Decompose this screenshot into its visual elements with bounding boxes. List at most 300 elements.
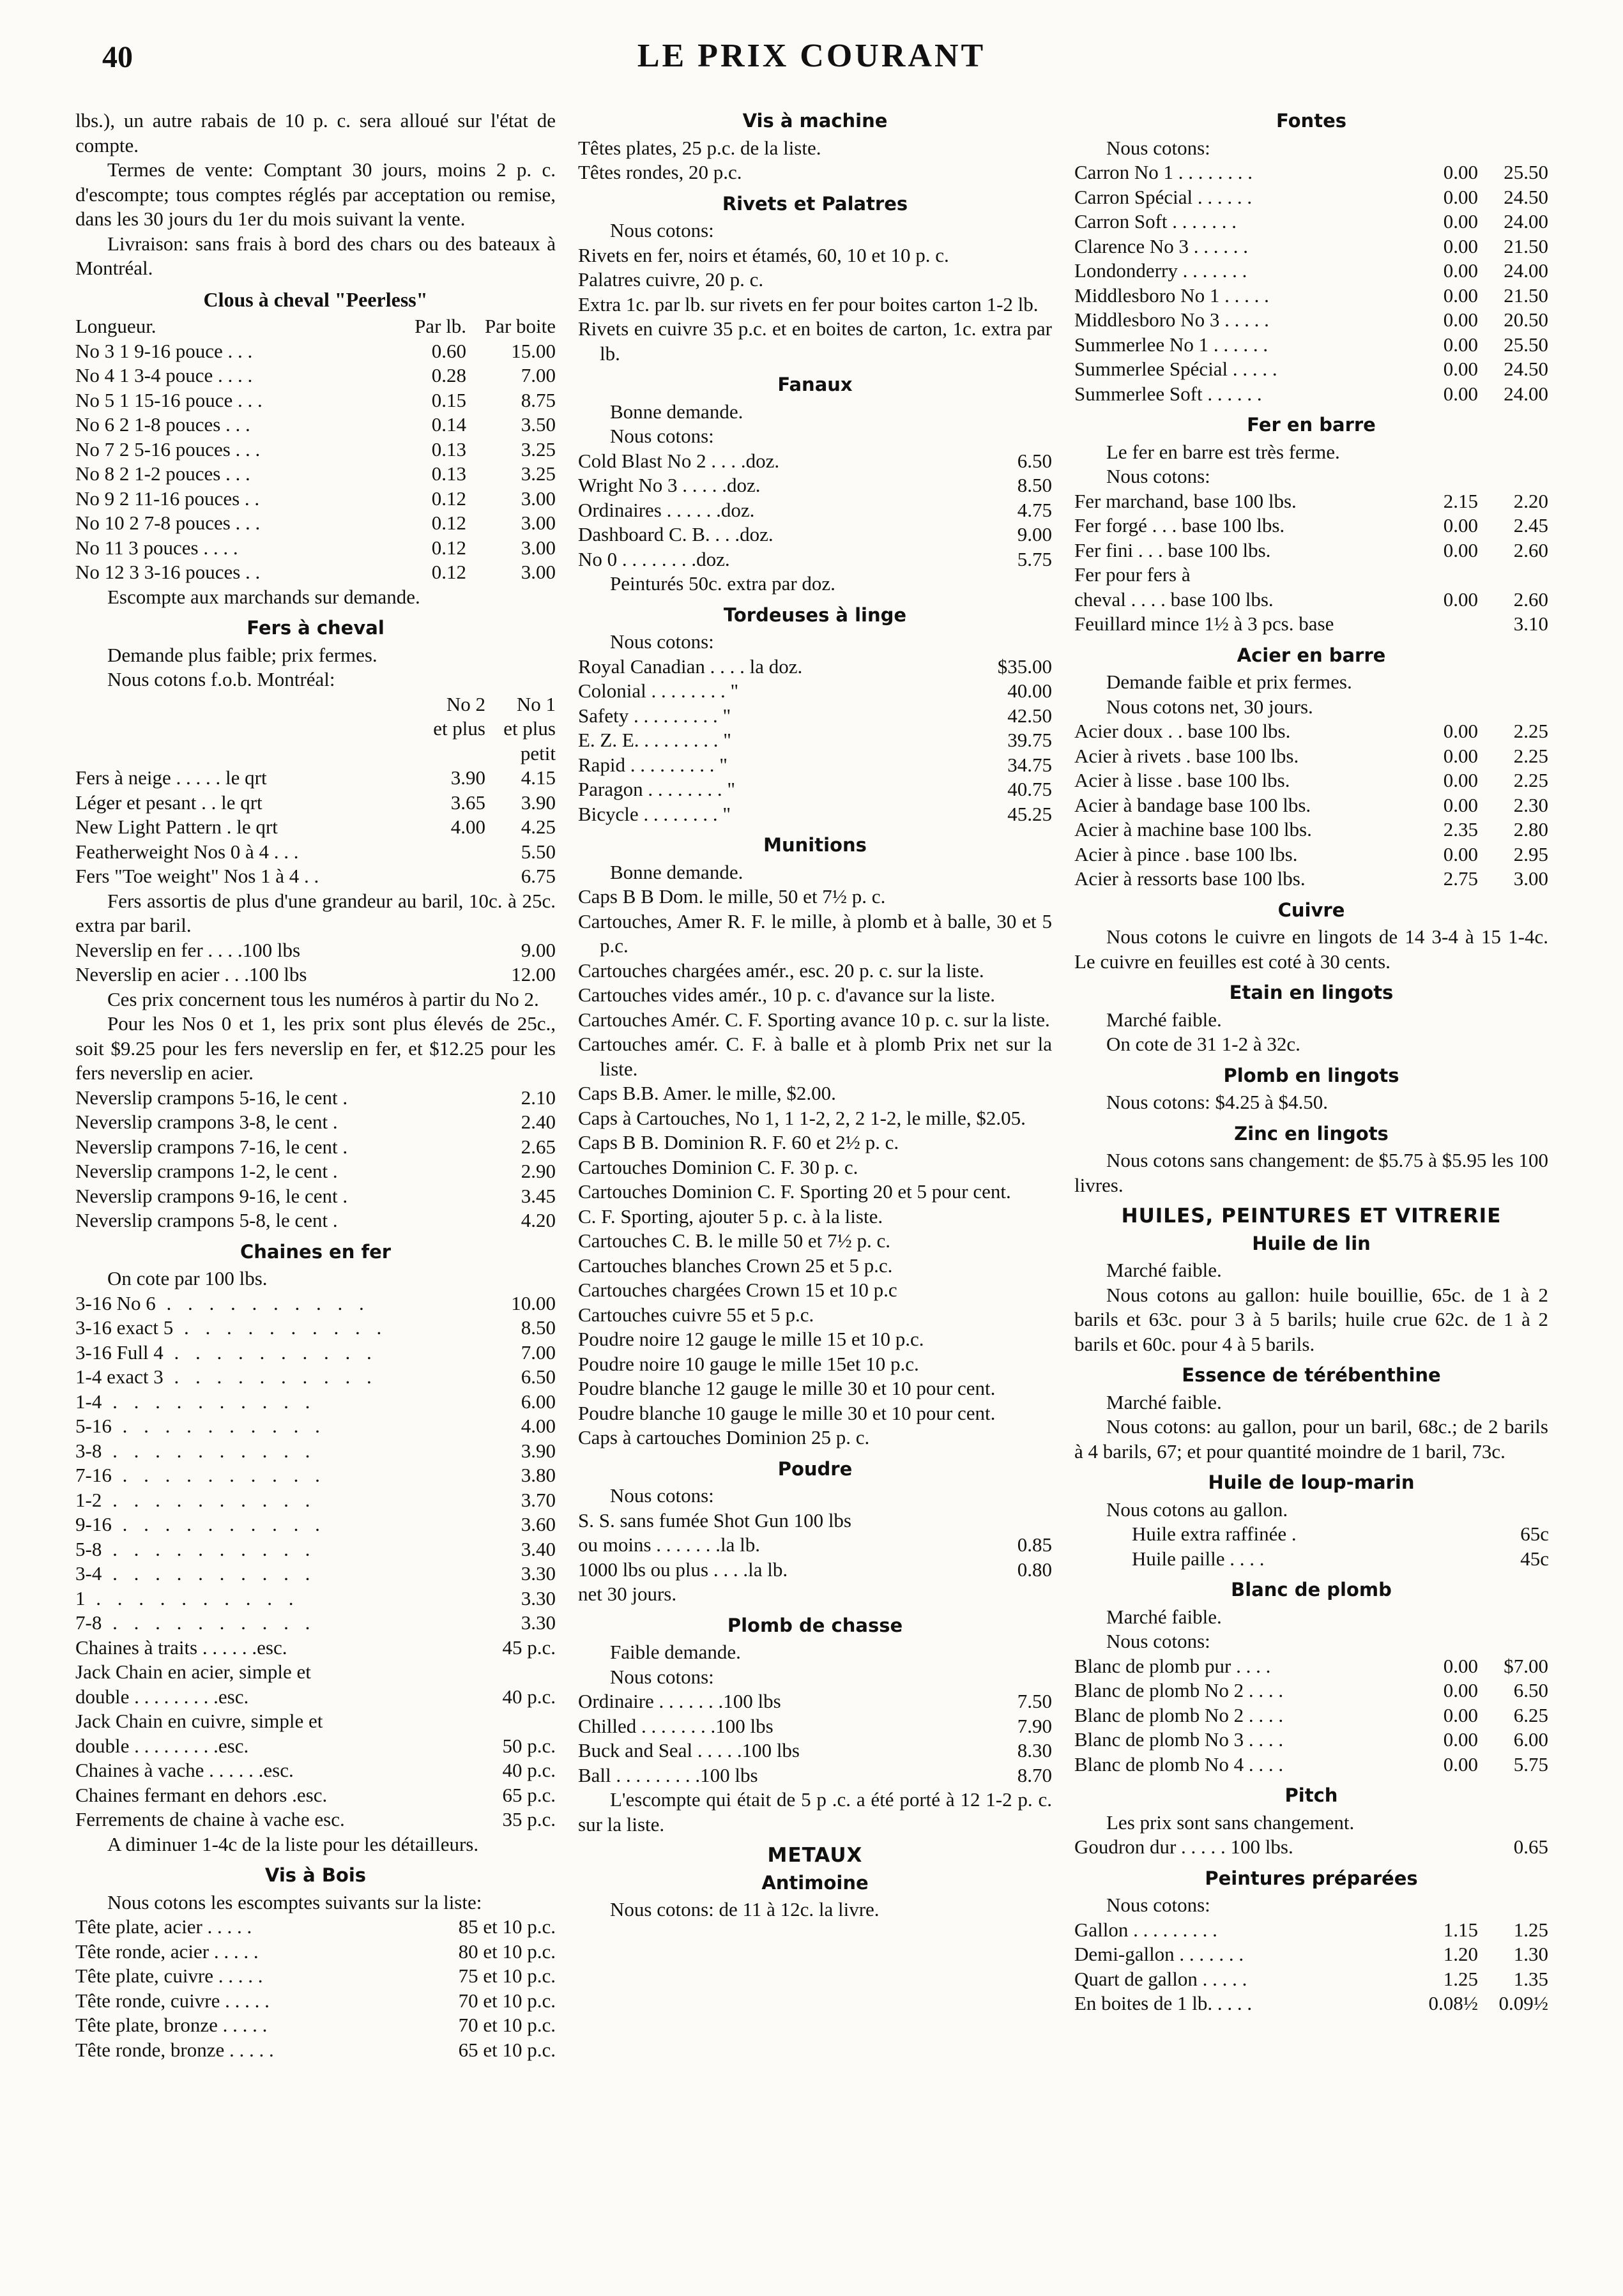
- table-row: [1074, 1918, 1548, 1943]
- dot-leader: . . . . . . . . . .: [102, 1611, 316, 1634]
- table-row: [1074, 719, 1548, 744]
- row-value: 4.00: [450, 816, 485, 838]
- paragraph: Bonne demande.: [610, 400, 743, 423]
- table-row: [1074, 588, 1548, 612]
- paragraph: Le fer en barre est très ferme.: [1106, 440, 1340, 463]
- row-value: 2.90: [521, 1160, 556, 1182]
- row-label: Neverslip crampons 5-16, le cent .: [75, 1086, 348, 1109]
- row-value: 35 p.c.: [502, 1808, 556, 1830]
- row-value: 12.00: [511, 963, 556, 985]
- row-value: 7.00: [521, 1341, 556, 1364]
- table-row: [578, 655, 1052, 680]
- line: Rivets en fer, noirs et étamés, 60, 10 et 10 p. c.: [578, 243, 949, 266]
- row-value: 0.00: [1443, 161, 1478, 183]
- row-value: 3.70: [521, 1488, 556, 1511]
- dot-leader: . . . . . . . . . .: [102, 1439, 316, 1462]
- table-row: [1074, 357, 1548, 382]
- row-label: Ferrements de chaine à vache esc.: [75, 1808, 345, 1830]
- column-header: Par lb.: [415, 315, 466, 337]
- table-row: [75, 1611, 556, 1636]
- row-label: Cold Blast No 2 . . . .doz.: [578, 449, 780, 472]
- row-value: 39.75: [1007, 729, 1052, 751]
- row-value: 1.15: [1443, 1918, 1478, 1941]
- row-value: 0.14: [431, 413, 466, 436]
- list-line: Caps B B Dom. le mille, 50 et 7½ p. c.: [578, 885, 886, 908]
- row-value: 4.15: [521, 766, 556, 789]
- table-row: [75, 1414, 556, 1439]
- paragraph: Nous cotons:: [610, 630, 714, 653]
- row-value: $35.00: [997, 655, 1052, 678]
- row-value: 25.50: [1504, 161, 1548, 183]
- paragraph: Marché faible.: [1106, 1390, 1222, 1413]
- row-value: 2.75: [1443, 867, 1478, 890]
- section-heading: Vis à Bois: [264, 1864, 367, 1886]
- row-label: Neverslip crampons 3-8, le cent .: [75, 1111, 338, 1133]
- row-label: No 0 . . . . . . . .doz.: [578, 547, 730, 570]
- row-value: 7.00: [521, 364, 556, 386]
- list-line: Cartouches cuivre 55 et 5 p.c.: [578, 1303, 814, 1326]
- paragraph: Nous cotons les escomptes suivants sur la liste:: [107, 1890, 482, 1913]
- row-value: 45c: [1520, 1547, 1549, 1570]
- row-value: 0.00: [1443, 333, 1478, 356]
- row-label: Acier à rivets . base 100 lbs.: [1074, 744, 1299, 767]
- row-label: 3-16 exact 5 . . . . . . . . . .: [75, 1316, 388, 1339]
- row-value: 85 et 10 p.c.: [458, 1915, 556, 1938]
- section-heading: Zinc en lingots: [1234, 1122, 1389, 1144]
- list-line: Cartouches vides amér., 10 p. c. d'avance sur la liste.: [578, 984, 995, 1006]
- vis-table: [75, 1915, 556, 2062]
- row-value: $7.00: [1504, 1654, 1548, 1677]
- table-row: [578, 1738, 1052, 1763]
- row-label: 5-8 . . . . . . . . . .: [75, 1537, 316, 1560]
- row-value: 40.75: [1007, 778, 1052, 800]
- row-value: 0.00: [1443, 284, 1478, 307]
- table-row: [1074, 1752, 1548, 1777]
- row-value: 0.08½: [1428, 1992, 1478, 2014]
- row-value: 1.25: [1443, 1967, 1478, 1990]
- neverslip-table: [75, 938, 556, 987]
- row-label: Clarence No 3 . . . . . .: [1074, 234, 1249, 257]
- table-row: [578, 498, 1052, 523]
- row-label: Neverslip en acier . . .100 lbs: [75, 963, 307, 985]
- row-label: Fer forgé . . . base 100 lbs.: [1074, 514, 1285, 536]
- row-value: 0.80: [1017, 1558, 1052, 1581]
- section-heading: Cuivre: [1277, 899, 1345, 921]
- row-value: 0.12: [431, 536, 466, 559]
- table-row: [75, 462, 556, 487]
- row-value: 5.75: [1513, 1752, 1548, 1775]
- table-row: [75, 1086, 556, 1111]
- row-value: 7.90: [1017, 1714, 1052, 1737]
- row-value: 20.50: [1504, 308, 1548, 331]
- dot-leader: . . . . . . . . . .: [111, 1513, 326, 1535]
- row-value: 0.00: [1443, 538, 1478, 561]
- row-value: 40.00: [1007, 680, 1052, 702]
- table-row: [578, 1714, 1052, 1739]
- table-row: [75, 1135, 556, 1160]
- row-label: Neverslip crampons 7-16, le cent .: [75, 1135, 348, 1158]
- row-value: 65 et 10 p.c.: [458, 2038, 556, 2061]
- row-value: 2.40: [521, 1111, 556, 1133]
- row-value: 50 p.c.: [502, 1734, 556, 1757]
- table-row: [1132, 1547, 1549, 1572]
- row-value: 2.15: [1443, 489, 1478, 512]
- row-label: Tête ronde, cuivre . . . . .: [75, 1989, 270, 2012]
- dot-leader: . . . . . . . . . .: [102, 1562, 316, 1585]
- paragraph: Nous cotons:: [1106, 465, 1210, 487]
- table-row: [578, 473, 1052, 498]
- dot-leader: . . . . . . . . . .: [155, 1291, 370, 1314]
- chaines-table: [75, 1291, 556, 1636]
- subsection-heading: Huile de lin: [1252, 1232, 1371, 1254]
- clous-table: [75, 314, 556, 585]
- row-value: 6.50: [1017, 449, 1052, 472]
- table-row: [1074, 259, 1548, 284]
- table-row: [1074, 1728, 1548, 1752]
- column-header: No 2: [446, 692, 485, 715]
- paragraph: Nous cotons:: [1106, 1894, 1210, 1916]
- row-value: [485, 1660, 556, 1685]
- row-label: Neverslip crampons 1-2, le cent .: [75, 1160, 338, 1182]
- section-heading: Peintures préparées: [1205, 1867, 1418, 1889]
- table-row: [75, 1783, 556, 1808]
- table-row: [1074, 185, 1548, 210]
- row-label: Carron No 1 . . . . . . . .: [1074, 161, 1253, 183]
- row-value: 1.30: [1513, 1943, 1548, 1965]
- poudre-table: [578, 1509, 1052, 1607]
- row-label: Neverslip crampons 5-8, le cent .: [75, 1209, 338, 1231]
- table-row: [1074, 538, 1548, 563]
- section-heading: Chaines en fer: [240, 1240, 392, 1263]
- row-label: No 7 2 5-16 pouces . . .: [75, 437, 261, 460]
- chaines-esc-table: [75, 1636, 556, 1832]
- row-value: 8.70: [1017, 1763, 1052, 1786]
- row-value: 0.00: [1443, 793, 1478, 816]
- paragraph: Nous cotons: $4.25 à $4.50.: [1106, 1091, 1329, 1113]
- table-row: [1074, 1991, 1548, 2016]
- list-line: Cartouches chargées amér., esc. 20 p. c. sur la liste.: [578, 959, 984, 982]
- dot-leader: . . . . . . . . . .: [173, 1316, 388, 1339]
- row-value: 2.25: [1513, 744, 1548, 767]
- row-value: 2.30: [1513, 793, 1548, 816]
- row-label: Carron Soft . . . . . . .: [1074, 210, 1237, 232]
- column-header: No 1: [516, 692, 556, 715]
- paragraph: Demande faible et prix fermes.: [1106, 671, 1352, 693]
- paragraph: Nous cotons au gallon.: [1106, 1498, 1288, 1521]
- table-row: [578, 522, 1052, 547]
- row-label: No 4 1 3-4 pouce . . . .: [75, 364, 253, 386]
- table-row: [75, 1964, 556, 1989]
- table-row: [75, 437, 556, 462]
- row-label: No 6 2 1-8 pouces . . .: [75, 413, 250, 436]
- row-label: Acier doux . . base 100 lbs.: [1074, 720, 1291, 742]
- table-row: [1074, 563, 1548, 588]
- list-line: Cartouches C. B. le mille 50 et 7½ p. c.: [578, 1229, 891, 1252]
- table-row: [1074, 817, 1548, 842]
- row-label: Acier à lisse . base 100 lbs.: [1074, 769, 1290, 791]
- row-label: 3-4 . . . . . . . . . .: [75, 1562, 316, 1585]
- section-heading: Tordeuses à linge: [723, 604, 907, 626]
- row-label: Chaines à vache . . . . . .esc.: [75, 1759, 294, 1781]
- paragraph: Nous cotons:: [1106, 136, 1210, 159]
- list-line: Cartouches Dominion C. F. 30 p. c.: [578, 1155, 858, 1178]
- section-heading: Vis à machine: [742, 110, 888, 132]
- row-label: Chaines à traits . . . . . .esc.: [75, 1636, 287, 1659]
- table-row: [1074, 1678, 1548, 1703]
- paragraph: Nous cotons net, 30 jours.: [1106, 695, 1313, 718]
- line: Têtes plates, 25 p.c. de la liste.: [578, 136, 821, 159]
- line: Têtes rondes, 20 p.c.: [578, 161, 742, 183]
- subsection-heading: Antimoine: [761, 1871, 869, 1894]
- row-value: 8.50: [1017, 474, 1052, 496]
- section-heading: Poudre: [777, 1457, 853, 1480]
- list-line: Cartouches Amér. C. F. Sporting avance 10 p. c. sur la liste.: [578, 1008, 1050, 1031]
- table-row: [1074, 1703, 1548, 1728]
- row-value: 5.50: [521, 840, 556, 863]
- row-value: 2.80: [1513, 818, 1548, 840]
- row-value: 0.00: [1443, 308, 1478, 331]
- table-row: [75, 2013, 556, 2038]
- row-value: 45.25: [1007, 802, 1052, 825]
- row-value: 3.90: [521, 791, 556, 814]
- row-label: Tête ronde, bronze . . . . .: [75, 2038, 274, 2061]
- row-value: 2.65: [521, 1135, 556, 1158]
- row-label: No 12 3 3-16 pouces . .: [75, 561, 261, 583]
- paragraph: Nous cotons: de 11 à 12c. la livre.: [610, 1898, 880, 1920]
- row-value: 21.50: [1504, 284, 1548, 307]
- line: Extra 1c. par lb. sur rivets en fer pour boites carton 1-2 lb.: [578, 293, 1039, 316]
- table-row: [75, 1208, 556, 1233]
- row-value: 65c: [1520, 1523, 1549, 1545]
- column-header: et plus: [433, 717, 485, 740]
- row-value: 45 p.c.: [502, 1636, 556, 1659]
- row-value: 3.00: [1513, 867, 1548, 890]
- row-label: 1-4 exact 3 . . . . . . . . . .: [75, 1365, 377, 1388]
- paragraph: On cote par 100 lbs.: [107, 1267, 268, 1289]
- row-value: 3.00: [521, 536, 556, 559]
- row-value: 0.15: [431, 388, 466, 411]
- row-label: Fers à neige . . . . . le qrt: [75, 766, 267, 789]
- intro-text: Termes de vente: Comptant 30 jours, moins 2 p. c. d'escompte; tous comptes réglés par acceptation ou remise, dans les 30 jours du 1er du mois suivant la vente.: [75, 158, 556, 230]
- section-heading: Plomb en lingots: [1223, 1064, 1399, 1086]
- dot-leader: . . . . . . . . . .: [102, 1390, 316, 1413]
- row-label: Ball . . . . . . . . .100 lbs: [578, 1763, 758, 1786]
- table-row: [1074, 768, 1548, 793]
- row-value: 3.30: [521, 1611, 556, 1634]
- row-value: 0.12: [431, 487, 466, 510]
- row-label: Middlesboro No 3 . . . . .: [1074, 308, 1269, 331]
- table-row: [1074, 612, 1548, 637]
- row-value: 0.12: [431, 512, 466, 534]
- row-label: Buck and Seal . . . . .100 lbs: [578, 1739, 800, 1761]
- table-row: [578, 449, 1052, 474]
- row-value: 8.50: [521, 1316, 556, 1339]
- table-row: [75, 815, 556, 840]
- row-label: No 10 2 7-8 pouces . . .: [75, 512, 261, 534]
- paragraph: Faible demande.: [610, 1641, 741, 1663]
- row-value: 42.50: [1007, 704, 1052, 727]
- row-value: 40 p.c.: [502, 1685, 556, 1708]
- row-value: 3.40: [521, 1537, 556, 1560]
- row-value: 3.45: [521, 1184, 556, 1207]
- table-row: [75, 413, 556, 437]
- row-label: Ordinaire . . . . . . .100 lbs: [578, 1690, 781, 1712]
- row-label: No 3 1 9-16 pouce . . .: [75, 339, 253, 362]
- table-row: [75, 1940, 556, 1965]
- row-value: 0.00: [1443, 1679, 1478, 1701]
- table-row: [75, 1110, 556, 1135]
- paragraph: Nous cotons:: [610, 219, 714, 241]
- dot-leader: . . . . . . . . . .: [111, 1415, 326, 1437]
- row-label: No 11 3 pouces . . . .: [75, 536, 238, 559]
- table-row: [75, 1512, 556, 1537]
- row-value: 0.00: [1443, 1728, 1478, 1751]
- table-row: [578, 728, 1052, 753]
- list-line: Cartouches Dominion C. F. Sporting 20 et 5 pour cent.: [578, 1180, 1011, 1203]
- table-row: [1074, 513, 1548, 538]
- table-row: [75, 766, 556, 791]
- list-line: Caps B.B. Amer. le mille, $2.00.: [578, 1082, 836, 1104]
- fontes-table: [1074, 160, 1548, 406]
- section-heading: Fontes: [1276, 110, 1346, 132]
- paragraph: Fers assortis de plus d'une grandeur au baril, 10c. à 25c. extra par baril.: [75, 889, 556, 936]
- table-row: [1074, 489, 1548, 514]
- row-label: Blanc de plomb No 2 . . . .: [1074, 1703, 1284, 1726]
- row-label: Dashboard C. B. . . .doz.: [578, 523, 773, 545]
- section-heading: Clous à cheval "Peerless": [203, 287, 428, 311]
- table-row: [75, 1636, 556, 1661]
- row-value: 2.45: [1513, 514, 1548, 536]
- column-1: [75, 109, 556, 2062]
- table-row: [1074, 160, 1548, 185]
- row-value: 24.00: [1504, 382, 1548, 405]
- row-value: 2.35: [1443, 818, 1478, 840]
- section-heading: HUILES, PEINTURES ET VITRERIE: [1121, 1205, 1502, 1228]
- row-label: Quart de gallon . . . . .: [1074, 1967, 1247, 1990]
- table-row: [578, 704, 1052, 729]
- paragraph: Les prix sont sans changement.: [1106, 1811, 1355, 1834]
- row-value: 0.65: [1513, 1836, 1548, 1858]
- list-line: Cartouches chargées Crown 15 et 10 p.c: [578, 1279, 897, 1301]
- row-value: 0.13: [431, 437, 466, 460]
- row-value: [982, 1582, 1052, 1607]
- row-label: 3-8 . . . . . . . . . .: [75, 1439, 316, 1462]
- row-value: 65 p.c.: [502, 1783, 556, 1806]
- row-label: Fer marchand, base 100 lbs.: [1074, 489, 1297, 512]
- paragraph: Nous cotons: au gallon, pour un baril, 68c.; de 2 barils à 4 barils, 67; et pour quantité moindre de 1 baril, 73c.: [1074, 1415, 1548, 1463]
- column-3: [1074, 109, 1548, 2016]
- paragraph: Nous cotons f.o.b. Montréal:: [107, 668, 335, 690]
- row-label: Middlesboro No 1 . . . . .: [1074, 284, 1269, 307]
- row-value: 7.50: [1017, 1690, 1052, 1712]
- paragraph: Demande plus faible; prix fermes.: [107, 643, 377, 666]
- row-label: Bicycle . . . . . . . . ": [578, 802, 731, 825]
- row-value: 3.65: [450, 791, 485, 814]
- row-label: Neverslip en fer . . . .100 lbs: [75, 938, 301, 961]
- table-row: [75, 938, 556, 963]
- row-label: Acier à bandage base 100 lbs.: [1074, 793, 1311, 816]
- row-label: Wright No 3 . . . . .doz.: [578, 474, 761, 496]
- dot-leader: . . . . . . . . . .: [85, 1586, 300, 1609]
- row-value: [485, 1709, 556, 1734]
- row-value: 75 et 10 p.c.: [458, 1965, 556, 1987]
- row-label: Blanc de plomb No 3 . . . .: [1074, 1728, 1284, 1751]
- row-label: Summerlee Spécial . . . . .: [1074, 358, 1277, 380]
- table-row: [75, 1537, 556, 1562]
- table-row: [75, 1365, 556, 1390]
- row-value: 6.00: [521, 1390, 556, 1413]
- plomb-table: [578, 1689, 1052, 1788]
- table-row: [1074, 867, 1548, 892]
- row-value: 5.75: [1017, 547, 1052, 570]
- table-row: [1074, 1835, 1548, 1860]
- table-row: [1074, 234, 1548, 259]
- line: Rivets en cuivre 35 p.c. et en boites de carton, 1c. extra par lb.: [578, 317, 1052, 365]
- section-heading: Plomb de chasse: [727, 1614, 903, 1636]
- row-label: Tête plate, acier . . . . .: [75, 1915, 252, 1938]
- row-value: 8.30: [1017, 1739, 1052, 1761]
- row-label: Goudron dur . . . . . 100 lbs.: [1074, 1836, 1293, 1858]
- table-row: [75, 487, 556, 512]
- table-row: [75, 1660, 556, 1685]
- note: Escompte aux marchands sur demande.: [107, 585, 420, 608]
- row-value: 3.50: [521, 413, 556, 436]
- row-value: 1.25: [1513, 1918, 1548, 1941]
- row-label: No 9 2 11-16 pouces . .: [75, 487, 260, 510]
- row-value: 6.25: [1513, 1703, 1548, 1726]
- paragraph: Marché faible.: [1106, 1008, 1222, 1031]
- table-row: [1074, 333, 1548, 358]
- table-row: [75, 1488, 556, 1513]
- row-label: Fers "Toe weight" Nos 1 à 4 . .: [75, 865, 319, 887]
- blanc-table: [1074, 1654, 1548, 1777]
- row-label: 3-16 No 6 . . . . . . . . . .: [75, 1291, 370, 1314]
- table-row: [75, 1439, 556, 1464]
- row-value: 40 p.c.: [502, 1759, 556, 1781]
- row-value: 3.00: [521, 487, 556, 510]
- row-value: 0.00: [1443, 744, 1478, 767]
- row-label: Featherweight Nos 0 à 4 . . .: [75, 840, 299, 863]
- table-row: [75, 1184, 556, 1209]
- paragraph: Ces prix concernent tous les numéros à partir du No 2.: [107, 987, 539, 1010]
- row-label: Chaines fermant en dehors .esc.: [75, 1783, 328, 1806]
- row-value: 9.00: [521, 938, 556, 961]
- row-label: 1 . . . . . . . . . .: [75, 1586, 300, 1609]
- table-row: [1074, 382, 1548, 407]
- row-value: 3.60: [521, 1513, 556, 1535]
- row-label: double . . . . . . . . .esc.: [75, 1734, 249, 1757]
- section-heading: Huile de loup-marin: [1208, 1471, 1415, 1493]
- table-row: [75, 1989, 556, 2014]
- row-value: 0.00: [1443, 1752, 1478, 1775]
- row-label: Summerlee Soft . . . . . .: [1074, 382, 1262, 405]
- row-value: 3.90: [450, 766, 485, 789]
- row-value: 4.00: [521, 1415, 556, 1437]
- note: Peinturés 50c. extra par doz.: [610, 572, 835, 595]
- row-value: 3.25: [521, 437, 556, 460]
- list-line: Caps à Cartouches, No 1, 1 1-2, 2, 2 1-2, le mille, $2.05.: [578, 1106, 1026, 1129]
- table-row: [578, 777, 1052, 802]
- row-value: 0.00: [1443, 185, 1478, 208]
- dot-leader: . . . . . . . . . .: [163, 1365, 377, 1388]
- row-value: 1.35: [1513, 1967, 1548, 1990]
- row-label: Huile extra raffinée .: [1132, 1523, 1297, 1545]
- row-label: E. Z. E. . . . . . . . . ": [578, 729, 731, 751]
- table-row: [578, 1533, 1052, 1558]
- row-label: Jack Chain en acier, simple et: [75, 1661, 311, 1683]
- row-label: 7-16 . . . . . . . . . .: [75, 1464, 326, 1486]
- row-label: Rapid . . . . . . . . . ": [578, 753, 728, 776]
